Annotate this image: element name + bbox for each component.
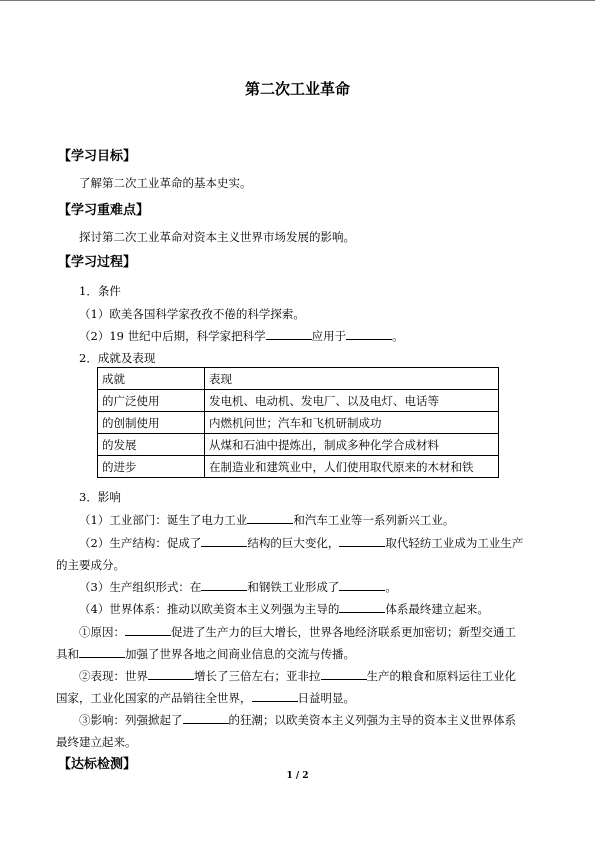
impact-item-3-text-b: 和钢铁工业形成了 [247,580,340,594]
learning-goal-heading: 【学习目标】 [58,149,137,164]
table-cell: 的广泛使用 [98,390,205,412]
fill-blank[interactable] [339,601,385,613]
key-points-text: 探讨第二次工业革命对资本主义世界市场发展的影响。 [79,230,355,244]
performance-text-b: 增长了三倍左右；亚非拉 [194,669,321,683]
test-heading: 【达标检测】 [58,757,137,772]
reason-text-c: 具和 [56,647,79,661]
table-row [98,412,499,434]
page-top-border [0,0,595,1]
impact-item-2-text-c: 取代轻纺工业成为工业生产 [385,536,524,550]
fill-blank[interactable] [346,328,392,340]
fill-blank[interactable] [148,668,194,680]
table-cell: 从煤和石油中提炼出，制成多种化学合成材料 [205,434,499,456]
impact-item-1-text-b: 和汽车工业等一系列新兴工业。 [293,513,455,527]
table-cell: 的发展 [98,434,205,456]
impact-item-3-text-a: （3）生产组织形式：在 [79,580,202,594]
conditions-item-2-text-c: 。 [392,329,404,343]
conditions-item-2-text-b: 应用于 [311,329,347,343]
table-header-cell: 成就 [98,368,205,390]
performance-text-a: ②表现：世界 [79,669,148,683]
performance-line-2 [56,690,355,706]
table-row [98,390,499,412]
conditions-heading: 1．条件 [79,284,121,298]
impact-item-2 [79,535,523,551]
fill-blank[interactable] [266,328,312,340]
achievements-heading: 2．成就及表现 [79,351,156,365]
reason-line-2 [56,646,355,662]
fill-blank[interactable] [339,535,385,547]
impact-item-1-text-a: （1）工业部门：诞生了电力工业 [79,513,248,527]
impact-item-3-text-c: 。 [385,580,397,594]
reason-text-b: 促进了生产力的巨大增长，世界各地经济联系更加密切；新型交通工 [171,625,516,639]
table-cell: 的进步 [98,456,205,478]
influence-text-b: 的狂潮；以欧美资本主义列强为主导的资本主义世界体系 [228,713,516,727]
reason-line-1 [79,624,516,640]
fill-blank[interactable] [339,579,385,591]
fill-blank[interactable] [321,668,367,680]
fill-blank[interactable] [183,712,229,724]
page-title: 第二次工业革命 [244,80,350,98]
table-cell: 的创制使用 [98,412,205,434]
impact-item-4-text-b: 体系最终建立起来。 [385,602,489,616]
impact-item-2-continued: 的主要成分。 [56,558,125,572]
reason-text-d: 加强了世界各地之间商业信息的交流与传播。 [125,647,355,661]
achievements-table [97,367,499,478]
key-points-heading: 【学习重难点】 [58,203,150,218]
learning-process-heading: 【学习过程】 [58,255,137,270]
impact-heading: 3．影响 [79,490,121,504]
influence-text-a: ③影响：列强掀起了 [79,713,183,727]
impact-item-3 [79,579,397,595]
fill-blank[interactable] [247,512,293,524]
fill-blank[interactable] [79,646,125,658]
fill-blank[interactable] [201,579,247,591]
page-number: 1 / 2 [286,771,309,781]
table-cell: 内燃机问世；汽车和飞机研制成功 [205,412,499,434]
performance-text-e: 日益明显。 [297,691,355,705]
conditions-item-1: （1）欧美各国科学家孜孜不倦的科学探索。 [79,307,305,321]
conditions-item-2-text-a: （2）19 世纪中后期，科学家把科学 [79,329,266,343]
impact-item-2-text-b: 结构的巨大变化， [247,536,340,550]
learning-goal-text: 了解第二次工业革命的基本史实。 [79,176,252,190]
fill-blank[interactable] [201,535,247,547]
performance-text-c: 生产的粮食和原料运往工业化 [366,669,516,683]
influence-line-1 [79,712,516,728]
impact-item-4 [79,601,489,617]
table-header-row [98,368,499,390]
influence-line-2: 最终建立起来。 [56,735,137,749]
impact-item-2-text-a: （2）生产结构：促成了 [79,536,202,550]
performance-line-1 [79,668,516,684]
table-cell: 发电机、电动机、发电厂、以及电灯、电话等 [205,390,499,412]
table-cell: 在制造业和建筑业中，人们使用取代原来的木材和铁 [205,456,499,478]
impact-item-4-text-a: （4）世界体系：推动以欧美资本主义列强为主导的 [79,602,340,616]
fill-blank[interactable] [252,690,298,702]
reason-text-a: ①原因： [79,625,125,639]
performance-text-d: 国家，工业化国家的产品销往全世界， [56,691,252,705]
table-row [98,456,499,478]
fill-blank[interactable] [125,624,171,636]
impact-item-1 [79,512,454,528]
table-header-cell: 表现 [205,368,499,390]
table-row [98,434,499,456]
conditions-item-2 [79,328,404,344]
